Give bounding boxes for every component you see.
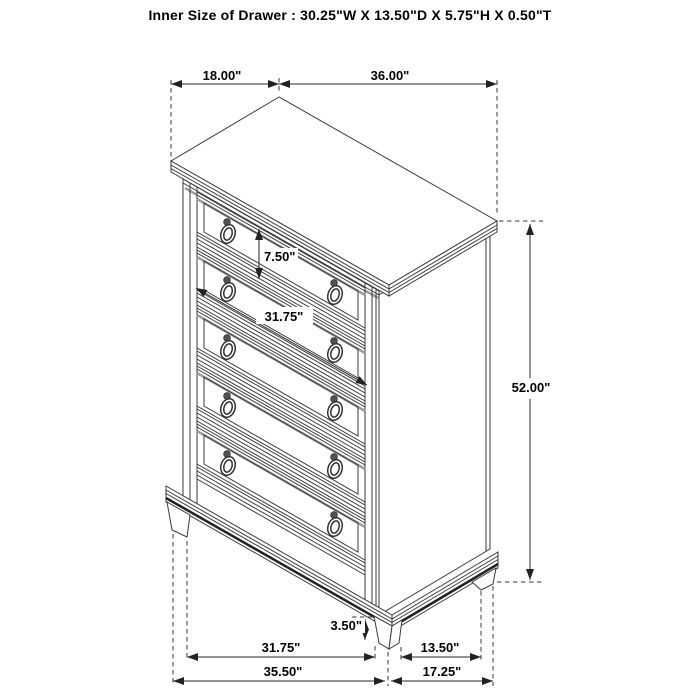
dim-base-depth-label: 17.25" <box>422 664 462 679</box>
dim-overall-height-label: 52.00" <box>511 380 551 395</box>
dim-feet-inner-width-label: 31.75" <box>261 640 301 655</box>
dim-top-depth-label: 18.00" <box>202 68 242 83</box>
dim-base-width-label: 35.50" <box>263 664 303 679</box>
dim-leg-height-label: 3.50" <box>330 618 362 633</box>
dim-drawer-height-label: 7.50" <box>264 249 296 264</box>
dim-drawer-width-label: 31.75" <box>264 309 304 324</box>
dim-top-width-label: 36.00" <box>370 68 410 83</box>
page-title: Inner Size of Drawer : 30.25"W X 13.50"D X 5.75"H X 0.50"T <box>148 7 552 23</box>
dim-feet-inner-depth-label: 13.50" <box>420 640 460 655</box>
leg-height-dimension <box>323 617 374 640</box>
overall-height-dimension <box>497 221 550 582</box>
chest-drawing <box>166 97 498 649</box>
